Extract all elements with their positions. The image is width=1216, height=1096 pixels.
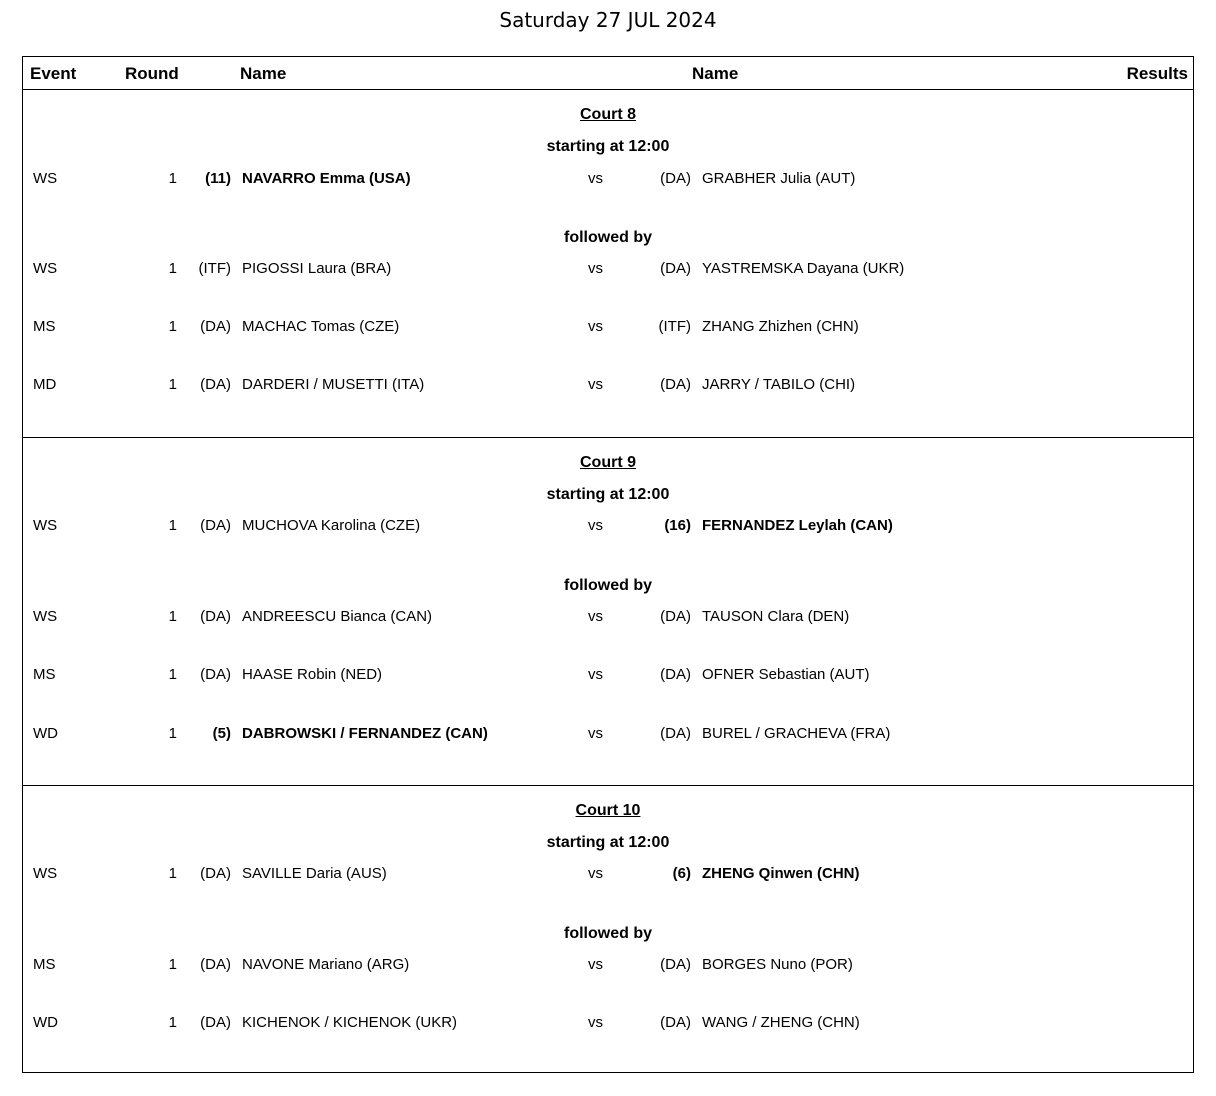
match-row (23, 260, 1193, 280)
match-round: 1 (168, 725, 177, 742)
match-row (23, 725, 1193, 745)
player2-name: BUREL / GRACHEVA (FRA) (702, 725, 891, 742)
header-round: Round (125, 64, 179, 83)
player2-seed: (DA) (660, 1014, 691, 1031)
player2-name: JARRY / TABILO (CHI) (702, 376, 856, 393)
court-name: Court 9 (580, 454, 636, 471)
match-row (23, 666, 1193, 686)
match-event: WD (33, 725, 58, 742)
followed-by-label: followed by (564, 577, 652, 594)
player2-seed: (DA) (660, 725, 691, 742)
player2-seed: (ITF) (658, 318, 691, 335)
player1-name: KICHENOK / KICHENOK (UKR) (242, 1014, 458, 1031)
player1-seed: (DA) (200, 517, 231, 534)
player1-name: MACHAC Tomas (CZE) (242, 318, 400, 335)
header-results: Results (1126, 64, 1188, 83)
followed-by-label: followed by (564, 925, 652, 942)
player2-seed: (DA) (660, 956, 691, 973)
match-event: MS (33, 666, 56, 683)
vs-label: vs (588, 1014, 603, 1031)
player1-name: NAVONE Mariano (ARG) (242, 956, 410, 973)
player2-name: YASTREMSKA Dayana (UKR) (702, 260, 905, 277)
court-section-10 (23, 786, 1193, 1072)
match-round: 1 (168, 1014, 177, 1031)
court-section-8 (23, 90, 1193, 438)
player1-name: MUCHOVA Karolina (CZE) (242, 517, 421, 534)
player2-name: ZHANG Zhizhen (CHN) (702, 318, 859, 335)
player2-seed: (DA) (660, 376, 691, 393)
player1-name: NAVARRO Emma (USA) (242, 170, 411, 187)
player2-name: FERNANDEZ Leylah (CAN) (702, 517, 893, 534)
player2-name: ZHENG Qinwen (CHN) (702, 865, 860, 882)
header-event: Event (30, 64, 77, 83)
match-row (23, 608, 1193, 628)
match-event: WS (33, 170, 58, 187)
match-round: 1 (168, 318, 177, 335)
player2-seed: (DA) (660, 608, 691, 625)
match-round: 1 (168, 956, 177, 973)
player1-seed: (11) (205, 170, 231, 187)
match-event: WS (33, 517, 58, 534)
player1-name: SAVILLE Daria (AUS) (242, 865, 387, 882)
vs-label: vs (588, 666, 603, 683)
match-round: 1 (168, 170, 177, 187)
match-row (23, 376, 1193, 396)
player2-name: BORGES Nuno (POR) (702, 956, 853, 973)
court-start-time: starting at 12:00 (546, 486, 670, 503)
player1-name: DARDERI / MUSETTI (ITA) (242, 376, 425, 393)
player2-name: GRABHER Julia (AUT) (702, 170, 856, 187)
vs-label: vs (588, 260, 603, 277)
player1-name: PIGOSSI Laura (BRA) (242, 260, 392, 277)
player1-name: ANDREESCU Bianca (CAN) (242, 608, 433, 625)
match-event: MS (33, 956, 56, 973)
match-round: 1 (168, 260, 177, 277)
court-name: Court 10 (575, 802, 641, 819)
player1-seed: (ITF) (198, 260, 231, 277)
player2-seed: (DA) (660, 260, 691, 277)
player2-seed: (16) (664, 517, 691, 534)
vs-label: vs (588, 608, 603, 625)
vs-label: vs (588, 376, 603, 393)
match-round: 1 (168, 608, 177, 625)
match-event: WS (33, 865, 58, 882)
header-name-1: Name (240, 64, 287, 83)
player2-name: TAUSON Clara (DEN) (702, 608, 850, 625)
match-event: MS (33, 318, 56, 335)
player1-seed: (5) (212, 725, 231, 742)
match-round: 1 (168, 666, 177, 683)
player2-seed: (DA) (660, 170, 691, 187)
player2-name: OFNER Sebastian (AUT) (702, 666, 870, 683)
player1-seed: (DA) (200, 956, 231, 973)
player1-seed: (DA) (200, 608, 231, 625)
match-event: WD (33, 1014, 58, 1031)
player1-seed: (DA) (200, 1014, 231, 1031)
vs-label: vs (588, 517, 603, 534)
court-name: Court 8 (580, 106, 636, 123)
match-row (23, 1014, 1193, 1034)
table-header (23, 57, 1193, 90)
match-round: 1 (168, 517, 177, 534)
player1-name: HAASE Robin (NED) (242, 666, 383, 683)
match-row (23, 865, 1193, 885)
player1-name: DABROWSKI / FERNANDEZ (CAN) (242, 725, 488, 742)
match-row (23, 318, 1193, 338)
vs-label: vs (588, 725, 603, 742)
vs-label: vs (588, 865, 603, 882)
match-row (23, 956, 1193, 976)
match-round: 1 (168, 376, 177, 393)
player1-seed: (DA) (200, 318, 231, 335)
header-name-2: Name (692, 64, 739, 83)
court-start-time: starting at 12:00 (546, 834, 670, 851)
followed-by-label: followed by (564, 229, 652, 246)
match-round: 1 (168, 865, 177, 882)
order-of-play-table (22, 56, 1194, 1073)
player2-name: WANG / ZHENG (CHN) (702, 1014, 860, 1031)
page-title: Saturday 27 JUL 2024 (499, 8, 717, 32)
player1-seed: (DA) (200, 865, 231, 882)
player1-seed: (DA) (200, 376, 231, 393)
vs-label: vs (588, 956, 603, 973)
player1-seed: (DA) (200, 666, 231, 683)
vs-label: vs (588, 318, 603, 335)
match-event: MD (33, 376, 57, 393)
match-row (23, 517, 1193, 537)
vs-label: vs (588, 170, 603, 187)
match-row (23, 170, 1193, 190)
court-start-time: starting at 12:00 (546, 138, 670, 155)
player2-seed: (DA) (660, 666, 691, 683)
court-section-9 (23, 438, 1193, 786)
player2-seed: (6) (672, 865, 691, 882)
match-event: WS (33, 260, 58, 277)
match-event: WS (33, 608, 58, 625)
